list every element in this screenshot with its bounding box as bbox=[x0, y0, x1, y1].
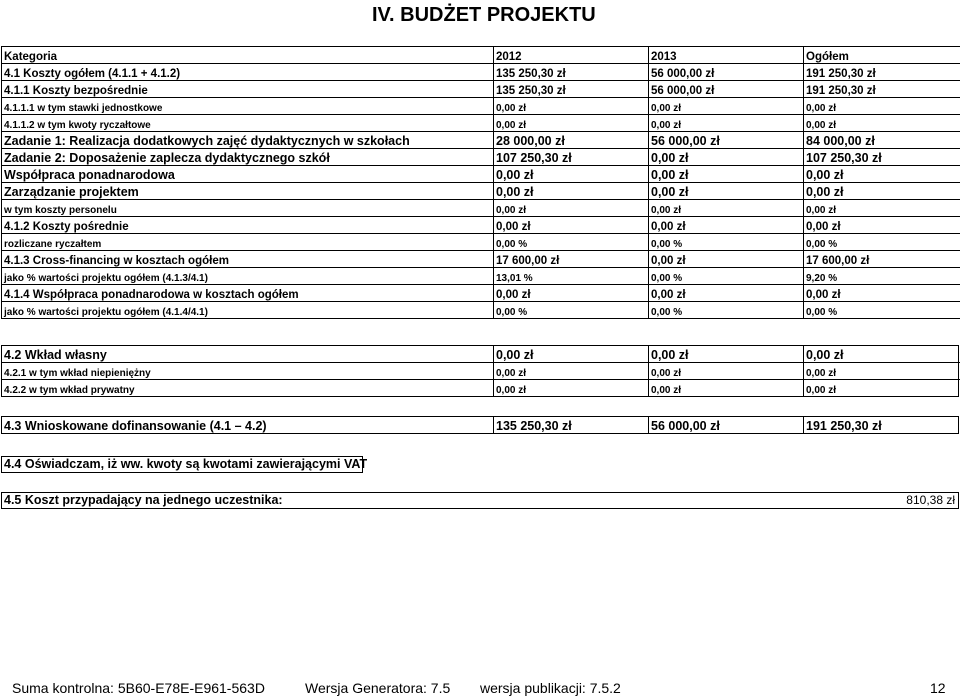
cell-2013: 0,00 zł bbox=[649, 217, 804, 234]
row-label: 4.2.1 w tym wkład niepieniężny bbox=[2, 363, 494, 380]
row-label: Zadanie 1: Realizacja dodatkowych zajęć dydaktycznych w szkołach bbox=[2, 132, 494, 149]
cell-2012: 135 250,30 zł bbox=[494, 81, 649, 98]
footer-generator-version: Wersja Generatora: 7.5 bbox=[305, 680, 451, 696]
cell-2012: 0,00 zł bbox=[494, 115, 649, 132]
page-title: IV. BUDŻET PROJEKTU bbox=[372, 4, 596, 26]
cell-2012: 135 250,30 zł bbox=[494, 64, 649, 81]
table-row bbox=[2, 285, 960, 302]
requested-funding-row bbox=[2, 417, 960, 433]
cell-2012: 0,00 zł bbox=[494, 380, 649, 397]
cell-2013: 0,00 zł bbox=[649, 166, 804, 183]
own-contribution-row bbox=[2, 346, 960, 363]
cell-total: 0,00 zł bbox=[804, 363, 960, 380]
row-label: Współpraca ponadnarodowa bbox=[2, 166, 494, 183]
row-label: w tym koszty personelu bbox=[2, 200, 494, 217]
table-row bbox=[2, 64, 960, 81]
row-label: 4.2.2 w tym wkład prywatny bbox=[2, 380, 494, 397]
cell-2013: 0,00 zł bbox=[649, 115, 804, 132]
cell-2012: 0,00 zł bbox=[494, 346, 649, 363]
cell-2013: 0,00 zł bbox=[649, 149, 804, 166]
cell-2013: 56 000,00 zł bbox=[649, 64, 804, 81]
header-2012: 2012 bbox=[494, 47, 649, 64]
cell-2013: 0,00 zł bbox=[649, 200, 804, 217]
cell-2012: 0,00 zł bbox=[494, 363, 649, 380]
table-row bbox=[2, 81, 960, 98]
table-row bbox=[2, 115, 960, 132]
table-row bbox=[2, 132, 960, 149]
table-row bbox=[2, 302, 960, 319]
table-row bbox=[2, 251, 960, 268]
footer-page-number: 12 bbox=[930, 680, 946, 696]
cell-2013: 0,00 % bbox=[649, 302, 804, 319]
cell-2013: 56 000,00 zł bbox=[649, 417, 804, 433]
cell-total: 0,00 zł bbox=[804, 380, 960, 397]
cell-total: 0,00 zł bbox=[804, 217, 960, 234]
cell-2012: 0,00 zł bbox=[494, 285, 649, 302]
cell-total: 107 250,30 zł bbox=[804, 149, 960, 166]
title-band bbox=[0, 0, 960, 34]
cell-2013: 0,00 zł bbox=[649, 346, 804, 363]
cell-2012: 0,00 zł bbox=[494, 166, 649, 183]
table-row bbox=[2, 268, 960, 285]
row-label: jako % wartości projektu ogółem (4.1.3/4.1) bbox=[2, 268, 494, 285]
cell-total: 0,00 % bbox=[804, 302, 960, 319]
cell-2012: 0,00 zł bbox=[494, 217, 649, 234]
table-row bbox=[2, 166, 960, 183]
cell-2013: 0,00 % bbox=[649, 234, 804, 251]
cell-total: 0,00 zł bbox=[804, 183, 960, 200]
row-label: rozliczane ryczałtem bbox=[2, 234, 494, 251]
table-row bbox=[2, 183, 960, 200]
cell-2013: 0,00 % bbox=[649, 268, 804, 285]
cell-total: 0,00 zł bbox=[804, 166, 960, 183]
cell-2012: 0,00 zł bbox=[494, 200, 649, 217]
table-row bbox=[2, 217, 960, 234]
row-label: 4.3 Wnioskowane dofinansowanie (4.1 – 4.2) bbox=[4, 419, 267, 433]
table-row bbox=[2, 200, 960, 217]
cell-2012: 0,00 zł bbox=[494, 183, 649, 200]
row-label: Zarządzanie projektem bbox=[2, 183, 494, 200]
cell-2012: 135 250,30 zł bbox=[494, 417, 649, 433]
own-contribution-row bbox=[2, 380, 960, 397]
cell-total: 0,00 zł bbox=[804, 98, 960, 115]
cell-2012: 13,01 % bbox=[494, 268, 649, 285]
cell-total: 84 000,00 zł bbox=[804, 132, 960, 149]
cell-total: 0,00 zł bbox=[804, 115, 960, 132]
row-label: 4.1.1 Koszty bezpośrednie bbox=[2, 81, 494, 98]
cell-total: 0,00 zł bbox=[804, 200, 960, 217]
cost-per-participant-label: 4.5 Koszt przypadający na jednego uczestnika: bbox=[4, 493, 283, 507]
row-label: 4.2 Wkład własny bbox=[4, 348, 107, 362]
cell-2012: 0,00 zł bbox=[494, 98, 649, 115]
footer-publication-version: wersja publikacji: 7.5.2 bbox=[480, 680, 621, 696]
header-total: Ogółem bbox=[804, 47, 960, 64]
cell-total: 191 250,30 zł bbox=[804, 64, 960, 81]
cell-total: 17 600,00 zł bbox=[804, 251, 960, 268]
own-contribution-row bbox=[2, 363, 960, 380]
cell-2013: 0,00 zł bbox=[649, 183, 804, 200]
cell-total: 0,00 zł bbox=[804, 346, 960, 363]
row-label: 4.1.1.2 w tym kwoty ryczałtowe bbox=[2, 115, 494, 132]
cell-2013: 56 000,00 zł bbox=[649, 132, 804, 149]
row-label: Zadanie 2: Doposażenie zaplecza dydaktycznego szkół bbox=[2, 149, 494, 166]
own-contribution-block bbox=[1, 345, 959, 397]
table-row bbox=[2, 149, 960, 166]
row-label: 4.1.3 Cross-financing w kosztach ogółem bbox=[2, 251, 494, 268]
cell-total: 191 250,30 zł bbox=[804, 417, 960, 433]
row-label: 4.1.2 Koszty pośrednie bbox=[2, 217, 494, 234]
cell-2012: 17 600,00 zł bbox=[494, 251, 649, 268]
row-label: jako % wartości projektu ogółem (4.1.4/4.1) bbox=[2, 302, 494, 319]
footer-checksum: Suma kontrolna: 5B60-E78E-E961-563D bbox=[12, 680, 265, 696]
cost-per-participant-value: 810,38 zł bbox=[906, 493, 955, 507]
row-label: 4.1.1.1 w tym stawki jednostkowe bbox=[2, 98, 494, 115]
header-category: Kategoria bbox=[2, 47, 494, 64]
cell-2012: 0,00 % bbox=[494, 302, 649, 319]
vat-statement: 4.4 Oświadczam, iż ww. kwoty są kwotami zawierającymi VAT bbox=[1, 456, 363, 473]
cell-total: 191 250,30 zł bbox=[804, 81, 960, 98]
page-footer bbox=[0, 680, 960, 698]
table-row bbox=[2, 234, 960, 251]
requested-funding-block bbox=[1, 416, 959, 434]
header-2013: 2013 bbox=[649, 47, 804, 64]
cell-2013: 0,00 zł bbox=[649, 380, 804, 397]
cost-per-participant bbox=[1, 492, 959, 509]
cell-2013: 0,00 zł bbox=[649, 285, 804, 302]
table-row bbox=[2, 98, 960, 115]
table-header-row bbox=[2, 47, 960, 64]
cell-total: 0,00 % bbox=[804, 234, 960, 251]
cell-2013: 56 000,00 zł bbox=[649, 81, 804, 98]
row-label: 4.1.4 Współpraca ponadnarodowa w kosztach ogółem bbox=[2, 285, 494, 302]
row-label: 4.1 Koszty ogółem (4.1.1 + 4.1.2) bbox=[2, 64, 494, 81]
cell-2012: 28 000,00 zł bbox=[494, 132, 649, 149]
budget-table bbox=[1, 46, 960, 319]
cell-2013: 0,00 zł bbox=[649, 251, 804, 268]
cell-total: 0,00 zł bbox=[804, 285, 960, 302]
cell-2013: 0,00 zł bbox=[649, 98, 804, 115]
cell-2012: 107 250,30 zł bbox=[494, 149, 649, 166]
cell-total: 9,20 % bbox=[804, 268, 960, 285]
cell-2013: 0,00 zł bbox=[649, 363, 804, 380]
cell-2012: 0,00 % bbox=[494, 234, 649, 251]
